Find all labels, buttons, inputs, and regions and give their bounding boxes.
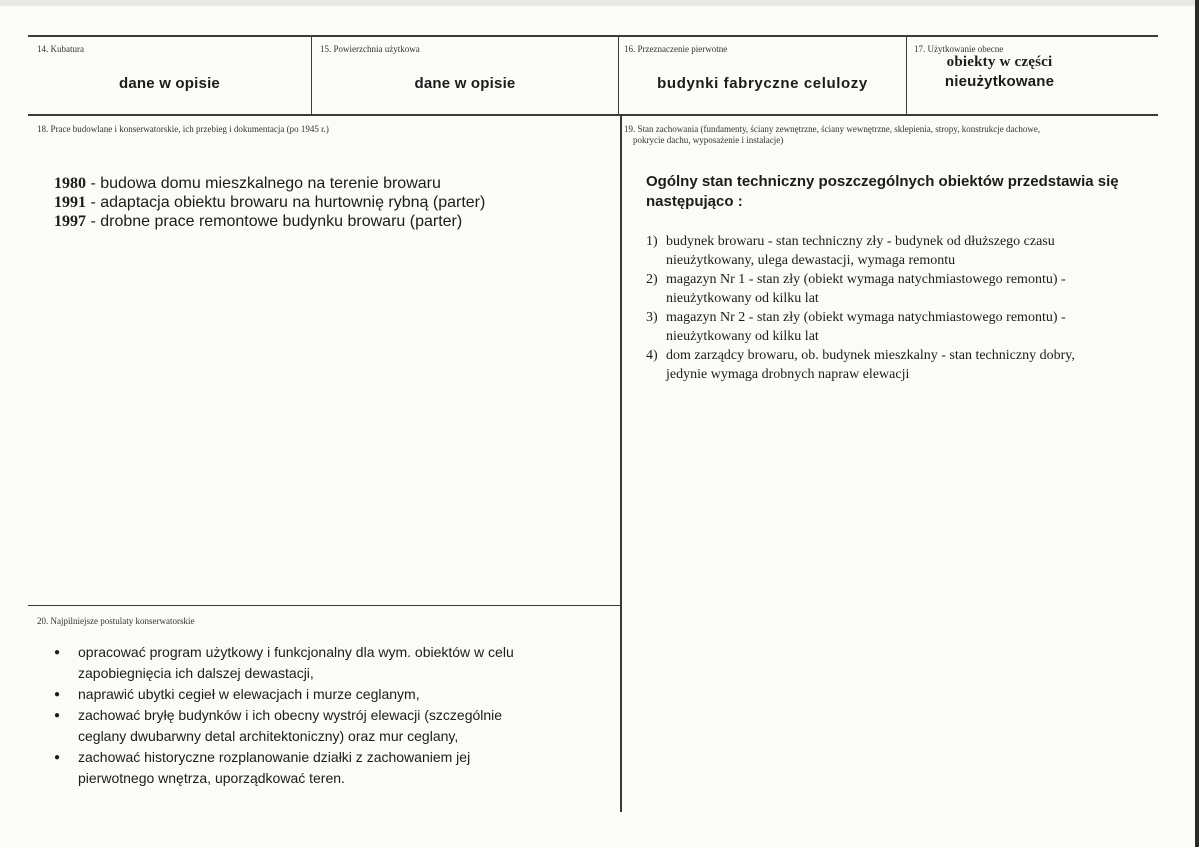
przeznaczenie-label: 16. Przeznaczenie pierwotne — [624, 44, 728, 54]
scan-edge-right — [1195, 0, 1199, 847]
stan-list — [646, 232, 1126, 384]
stan-item-line1: budynek browaru - stan techniczny zły - budynek od dłuższego czasu — [666, 234, 1055, 249]
stan-item-number: 1) — [646, 234, 658, 249]
stan-item-number: 3) — [646, 310, 658, 325]
prace-text: - drobne prace remontowe budynku browaru (parter) — [86, 213, 463, 230]
postulat-line1: naprawić ubytki cegieł w elewacjach i murze ceglanym, — [78, 686, 420, 702]
stan-item-line1: dom zarządcy browaru, ob. budynek mieszkalny - stan techniczny dobry, — [666, 348, 1075, 363]
bullet-icon: ● — [54, 710, 61, 721]
stan-item-line2: nieużytkowany od kilku lat — [666, 329, 819, 344]
stan-item-line2: nieużytkowany, ulega dewastacji, wymaga remontu — [666, 253, 956, 268]
stan-heading — [646, 172, 1119, 212]
prace-list — [54, 174, 485, 231]
scan-edge-top — [0, 0, 1199, 6]
prace-entry — [54, 174, 485, 193]
stan-label-line1: 19. Stan zachowania (fundamenty, ściany zewnętrzne, ściany wewnętrzne, sklepienia, stropy, konstrukcje dachowe, — [624, 124, 1041, 134]
stan-item-line1: magazyn Nr 2 - stan zły (obiekt wymaga natychmiastowego remontu) - — [666, 310, 1066, 325]
stan-heading-line2: następująco : — [646, 193, 743, 210]
bullet-icon: ● — [54, 689, 61, 700]
prace-entry — [54, 193, 485, 212]
kubatura-label: 14. Kubatura — [37, 44, 84, 54]
section-18-20-divider — [28, 605, 621, 606]
prace-text: - budowa domu mieszkalnego na terenie browaru — [86, 175, 441, 192]
postulat-line2: ceglany dwubarwny detal architektoniczny) oraz mur ceglany, — [78, 728, 459, 744]
stan-item — [646, 270, 1126, 308]
stan-item — [646, 232, 1126, 270]
uzytkowanie-label: 17. Użytkowanie obecne — [914, 44, 1004, 54]
postulat-line2: pierwotnego wnętrza, uporządkować teren. — [78, 770, 345, 786]
stan-item-number: 2) — [646, 272, 658, 287]
row1-bottom-border — [28, 114, 1158, 116]
prace-year: 1980 — [54, 175, 86, 192]
prace-year: 1997 — [54, 213, 86, 230]
postulat-item — [54, 684, 554, 705]
uzytkowanie-value-line2: nieużytkowane — [944, 73, 1055, 90]
stan-item — [646, 308, 1126, 346]
main-vertical-divider — [620, 115, 622, 812]
bullet-icon: ● — [54, 647, 61, 658]
bullet-icon: ● — [54, 752, 61, 763]
top-border — [28, 35, 1158, 37]
postulat-line1: opracować program użytkowy i funkcjonalny dla wym. obiektów w celu — [78, 644, 514, 660]
powierzchnia-label: 15. Powierzchnia użytkowa — [320, 44, 420, 54]
przeznaczenie-value: budynki fabryczne celulozy — [657, 75, 868, 92]
postulaty-label: 20. Najpilniejsze postulaty konserwatorskie — [37, 616, 195, 626]
postulat-item — [54, 705, 554, 747]
prace-label: 18. Prace budowlane i konserwatorskie, ich przebieg i dokumentacja (po 1945 r.) — [37, 124, 329, 134]
prace-text: - adaptacja obiektu browaru na hurtownię rybną (parter) — [86, 194, 486, 211]
prace-entry — [54, 212, 485, 231]
stan-heading-line1: Ogólny stan techniczny poszczególnych obiektów przedstawia się — [646, 173, 1119, 190]
stan-item-line2: jedynie wymaga drobnych napraw elewacji — [666, 367, 910, 382]
prace-year: 1991 — [54, 194, 86, 211]
stan-item-number: 4) — [646, 348, 658, 363]
powierzchnia-value: dane w opisie — [414, 75, 516, 92]
postulat-line1: zachować bryłę budynków i ich obecny wystrój elewacji (szczególnie — [78, 707, 503, 723]
stan-label-line2: pokrycie dachu, wyposażenie i instalacje) — [633, 135, 784, 145]
kubatura-value: dane w opisie — [119, 75, 220, 92]
postulaty-list — [54, 642, 554, 789]
postulat-item — [54, 747, 554, 789]
stan-item-line2: nieużytkowany od kilku lat — [666, 291, 819, 306]
postulat-line1: zachować historyczne rozplanowanie działki z zachowaniem jej — [78, 749, 471, 765]
postulat-item — [54, 642, 554, 684]
stan-item — [646, 346, 1126, 384]
uzytkowanie-value-line1: obiekty w części — [946, 54, 1053, 70]
stan-item-line1: magazyn Nr 1 - stan zły (obiekt wymaga natychmiastowego remontu) - — [666, 272, 1066, 287]
postulat-line2: zapobiegnięcia ich dalszej dewastacji, — [78, 665, 314, 681]
